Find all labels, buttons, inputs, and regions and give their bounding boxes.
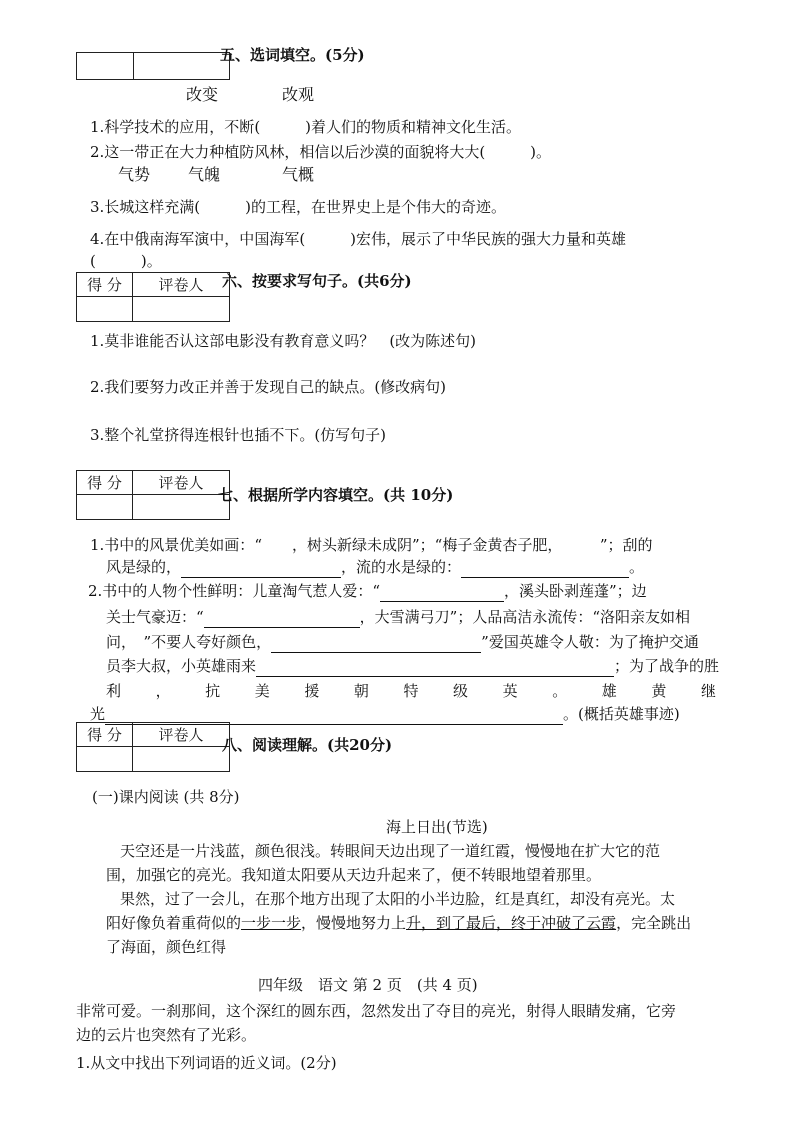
- passage-line: [106, 912, 691, 934]
- question: ( )。: [90, 252, 162, 270]
- section-6-title: 六、按要求写句子。(共6分): [222, 272, 412, 290]
- answer-blank[interactable]: [204, 609, 360, 628]
- question: 3.整个礼堂挤得连根针也插不下。(仿写句子): [90, 426, 387, 444]
- score-label: 得 分: [77, 273, 133, 297]
- fill-line: [106, 631, 699, 653]
- char: 美: [254, 682, 270, 700]
- char: 雄: [601, 682, 617, 700]
- passage-line: 边的云片也突然有了光彩。: [76, 1026, 257, 1044]
- question: 1.科学技术的应用，不断( )着人们的物质和精神文化生活。: [90, 118, 522, 136]
- answer-blank[interactable]: [461, 559, 629, 578]
- question: 2.这一带正在大力种植防风林，相信以后沙漠的面貌将大大( )。: [90, 143, 552, 161]
- score-box: [76, 470, 230, 520]
- passage-line: 围，加强它的亮光。我知道太阳要从天边升起来了，便不转眼地望着那里。: [106, 866, 602, 884]
- text: 风是绿的，: [106, 558, 182, 576]
- text: ，慢慢地努力上: [301, 914, 407, 932]
- question: 2.我们要努力改正并善于发现自己的缺点。(修改病句): [90, 378, 447, 396]
- word-option: 气魄: [188, 165, 221, 184]
- char: 黄: [651, 682, 667, 700]
- word-option: 气概: [282, 165, 315, 184]
- text: ；为了战争的胜: [614, 657, 720, 675]
- question: 4.在中俄南海军演中，中国海军( )宏伟，展示了中华民族的强大力量和英雄: [90, 230, 627, 248]
- fill-line: 1.书中的风景优美如画：“ ，树头新绿未成阴”；“梅子金黄杏子肥， ”；刮的: [90, 536, 653, 554]
- text: 关士气豪迈：“: [106, 608, 204, 626]
- char: 朝: [353, 682, 369, 700]
- passage-line: 天空还是一片浅蓝，颜色很浅。转眼间天边出现了一道红霞，慢慢地在扩大它的范: [120, 842, 661, 860]
- underlined-text: 升，到了最后，终于冲破了云霞: [406, 914, 617, 932]
- text: ”爱国英雄令人敬：为了掩护交通: [481, 633, 699, 651]
- text: 问， ”不要人夸好颜色，: [106, 633, 272, 651]
- grader-label: 评卷人: [133, 471, 229, 495]
- text: 阳好像负着重荷似的: [106, 914, 242, 932]
- score-label: 得 分: [77, 723, 133, 747]
- grader-label: 评卷人: [133, 273, 229, 297]
- text: 员李大叔，小英雄雨来: [106, 657, 257, 675]
- grader-cell[interactable]: [133, 747, 229, 771]
- answer-blank[interactable]: [256, 658, 614, 677]
- question: 1.莫非谁能否认这部电影没有教育意义吗？ (改为陈述句): [90, 332, 477, 350]
- fill-line: [106, 655, 719, 677]
- page-footer: 四年级 语文 第 2 页 (共 4 页): [258, 976, 478, 994]
- word-option: 改变: [186, 85, 219, 104]
- score-cell[interactable]: [77, 297, 133, 321]
- char: 利: [106, 682, 122, 700]
- char: 继: [700, 682, 716, 700]
- question: 3.长城这样充满( )的工程，在世界史上是个伟大的奇迹。: [90, 198, 507, 216]
- text: ，流的水是绿的：: [341, 558, 462, 576]
- score-box: [76, 272, 230, 322]
- grader-cell[interactable]: [133, 495, 229, 519]
- char: ，: [155, 682, 171, 700]
- answer-blank[interactable]: [380, 583, 504, 602]
- subsection-title: (一)课内阅读 (共 8分): [92, 788, 240, 806]
- text: ，完全跳出: [616, 914, 692, 932]
- char: 级: [453, 682, 469, 700]
- fill-line: [88, 580, 647, 602]
- text: 。: [629, 558, 645, 576]
- grader-cell[interactable]: [133, 297, 229, 321]
- score-cell[interactable]: [77, 747, 133, 771]
- fill-line: [106, 556, 644, 578]
- passage-line: 了海面，颜色红得: [106, 938, 227, 956]
- passage-line: 果然，过了一会儿，在那个地方出现了太阳的小半边脸，红是真红，却没有亮光。太: [120, 890, 676, 908]
- fill-line: [106, 606, 690, 628]
- passage-title: 海上日出(节选): [386, 818, 488, 836]
- word-option: 改观: [282, 85, 315, 104]
- score-label: 得 分: [77, 471, 133, 495]
- text: 光: [90, 705, 106, 723]
- word-option: 气势: [118, 165, 151, 184]
- char: 英: [502, 682, 518, 700]
- char: 援: [304, 682, 320, 700]
- char: 抗: [205, 682, 221, 700]
- char: 特: [403, 682, 419, 700]
- underlined-text: 一步一步: [241, 914, 302, 932]
- score-box-top: [76, 52, 230, 80]
- text: 。(概括英雄事迹): [563, 705, 680, 723]
- section-8-title: 八、阅读理解。(共20分): [222, 736, 393, 754]
- score-box: [76, 722, 230, 772]
- char: 。: [552, 682, 568, 700]
- text: ，大雪满弓刀”；人品高洁永流传：“洛阳亲友如相: [359, 608, 691, 626]
- passage-line: 非常可爱。一刹那间，这个深红的圆东西，忽然发出了夺目的亮光，射得人眼睛发痛，它旁: [76, 1002, 677, 1020]
- fill-line-spread: [106, 680, 716, 702]
- question: 1.从文中找出下列词语的近义词。(2分): [76, 1054, 337, 1072]
- section-5-title: 五、选词填空。(5分): [220, 46, 365, 64]
- grader-label: 评卷人: [133, 723, 229, 747]
- score-cell: [77, 53, 134, 79]
- answer-blank[interactable]: [271, 634, 481, 653]
- text: 2.书中的人物个性鲜明：儿童淘气惹人爱：“: [88, 582, 380, 600]
- answer-blank[interactable]: [181, 559, 341, 578]
- score-cell[interactable]: [77, 495, 133, 519]
- section-7-title: 七、根据所学内容填空。(共 10分): [218, 486, 454, 504]
- text: ，溪头卧剥莲蓬”；边: [503, 582, 647, 600]
